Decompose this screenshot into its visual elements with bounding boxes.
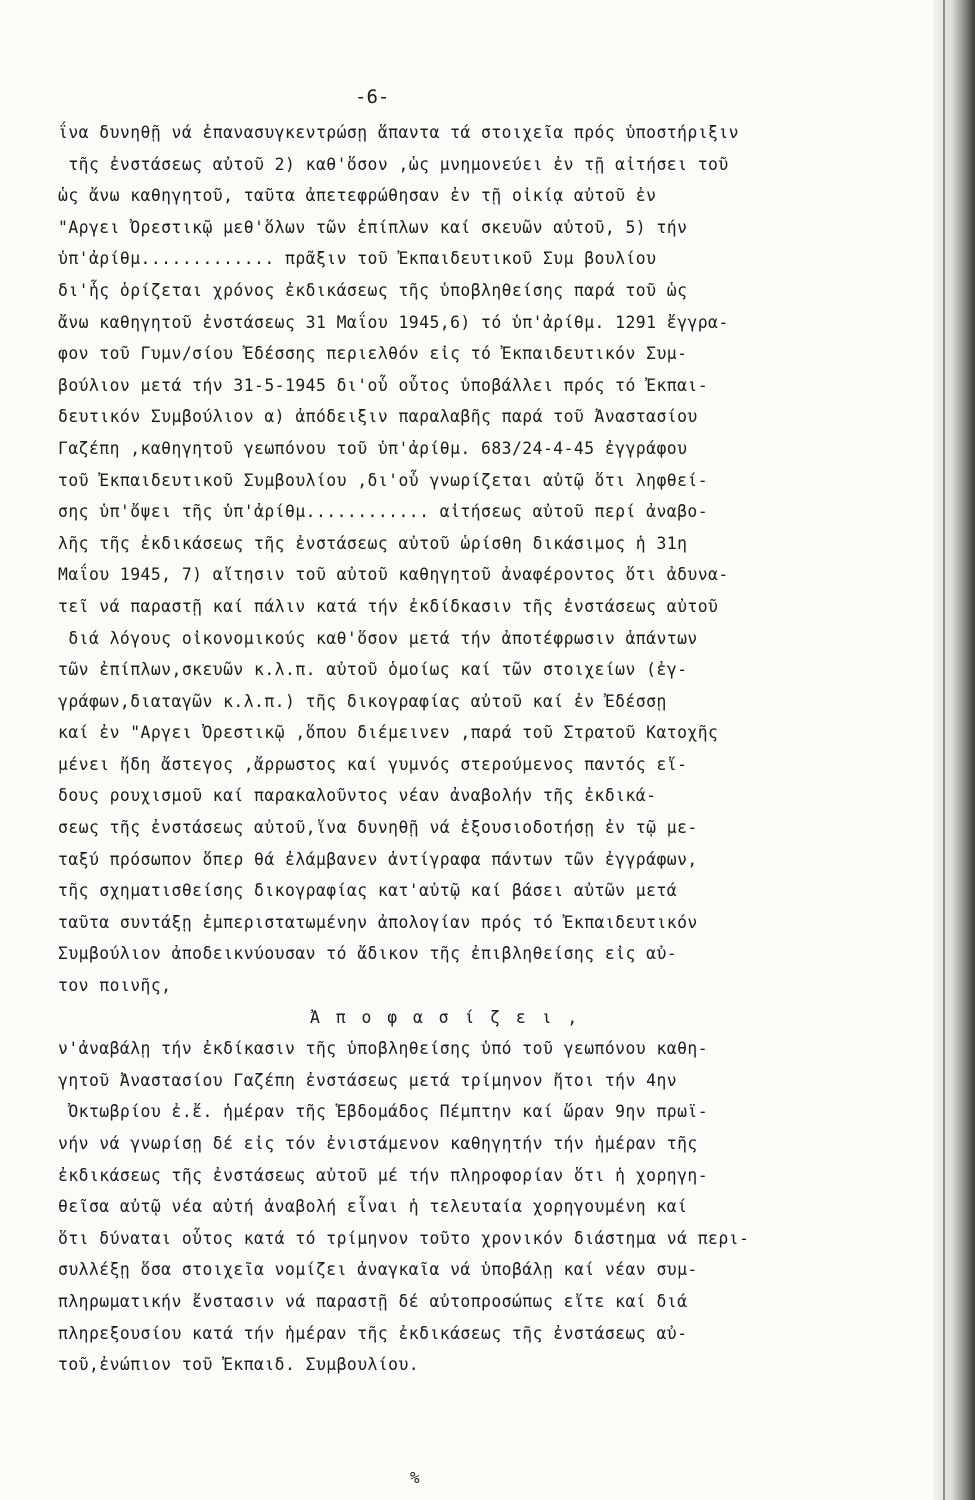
- text-line: "Αργει Ὀρεστικῷ μεθ'ὅλων τῶν ἐπίπλων καί σκευῶν αὐτοῦ, 5) τήν: [58, 217, 688, 237]
- text-line: ταξύ πρόσωπον ὅπερ θά ἐλάμβανεν ἀντίγραφα πάντων τῶν ἐγγράφων,: [58, 849, 698, 869]
- text-line: Μαΐου 1945, 7) αἴτησιν τοῦ αὐτοῦ καθηγητοῦ ἀναφέροντος ὅτι ἀδυνα-: [58, 565, 729, 585]
- text-line: πληρεξουσίου κατά τήν ἡμέραν τῆς ἐκδικάσεως τῆς ἐνστάσεως αὐ-: [58, 1323, 688, 1343]
- text-line: καί ἐν "Αργει Ὀρεστικῷ ,ὅπου διέμεινεν ,παρά τοῦ Στρατοῦ Κατοχῆς: [58, 723, 719, 743]
- text-line: τον ποινῆς,: [58, 976, 172, 996]
- text-line: ν'ἀναβάλῃ τήν ἐκδίκασιν τῆς ὑποβληθείσης ὑπό τοῦ γεωπόνου καθη-: [58, 1039, 709, 1059]
- text-line: τοῦ Ἐκπαιδευτικοῦ Συμβουλίου ,δι'οὗ γνωρίζεται αὐτῷ ὅτι ληφθεί-: [58, 470, 709, 490]
- text-line: σης ὑπ'ὄψει τῆς ὑπ'ἀρίθμ............ αἰτήσεως αὐτοῦ περί ἀναβο-: [58, 502, 709, 522]
- text-line: δι'ἧς ὁρίζεται χρόνος ἐκδικάσεως τῆς ὑποβληθείσης παρά τοῦ ὡς: [58, 280, 688, 300]
- text-line: ὑπ'ἀρίθμ............. πρᾶξιν τοῦ Ἐκπαιδευτικοῦ Συμ βουλίου: [58, 249, 657, 269]
- typed-text-body: [58, 117, 928, 1381]
- text-line: φον τοῦ Γυμν/σίου Ἐδέσσης περιελθόν εἰς τό Ἐκπαιδευτικόν Συμ-: [58, 344, 688, 364]
- text-line: ΐνα δυνηθῇ νά ἐπανασυγκεντρώσῃ ἅπαντα τά στοιχεῖα πρός ὑποστήριξιν: [58, 123, 739, 142]
- handwritten-mark: %: [410, 1468, 420, 1487]
- text-line: γράφων,διαταγῶν κ.λ.π.) τῆς δικογραφίας αὐτοῦ καί ἐν Ἐδέσσῃ: [58, 691, 667, 711]
- text-line: δευτικόν Συμβούλιον α) ἀπόδειξιν παραλαβῆς παρά τοῦ Ἀναστασίου: [58, 407, 698, 427]
- page-edge-shadow: [933, 0, 975, 1500]
- text-line: σεως τῆς ἐνστάσεως αὐτοῦ,ἵνα δυνηθῇ νά ἐξουσιοδοτήσῃ ἐν τῷ με-: [58, 818, 698, 838]
- text-line: συλλέξῃ ὅσα στοιχεῖα νομίζει ἀναγκαῖα νά ὑποβάλῃ καί νέαν συμ-: [58, 1260, 698, 1280]
- text-line: διά λόγους οἰκονομικούς καθ'ὅσον μετά τήν ἀποτέφρωσιν ἁπάντων: [58, 628, 698, 648]
- page-number: -6-: [355, 86, 390, 108]
- text-line: Ὀκτωβρίου ἐ.ἔ. ἡμέραν τῆς Ἑβδομάδος Πέμπτην καί ὥραν 9ην πρωϊ-: [58, 1102, 709, 1122]
- text-line: Γαζέπη ,καθηγητοῦ γεωπόνου τοῦ ὑπ'ἀρίθμ. 683/24-4-45 ἐγγράφου: [58, 438, 688, 458]
- text-line: τῆς ἐνστάσεως αὐτοῦ 2) καθ'ὅσον ,ὡς μνημονεύει ἐν τῇ αἰτήσει τοῦ: [58, 154, 729, 174]
- text-line: δους ρουχισμοῦ καί παρακαλοῦντος νέαν ἀναβολήν τῆς ἐκδικά-: [58, 786, 657, 806]
- text-line: νήν νά γνωρίσῃ δέ εἰς τόν ἐνιστάμενον καθηγητήν τήν ἡμέραν τῆς: [58, 1134, 698, 1153]
- decision-heading: Ἀ π ο φ α σ ί ζ ε ι ,: [310, 1007, 581, 1027]
- text-line: ταῦτα συντάξῃ ἐμπεριστατωμένην ἀπολογίαν πρός τό Ἐκπαιδευτικόν: [58, 912, 698, 932]
- text-line: λῆς τῆς ἐκδικάσεως τῆς ἐνστάσεως αὐτοῦ ὡρίσθη δικάσιμος ἡ 31η: [58, 533, 688, 553]
- text-line: πληρωματικήν ἔνστασιν νά παραστῇ δέ αὐτοπροσώπως εἴτε καί διά: [58, 1291, 688, 1311]
- text-line: ὡς ἄνω καθηγητοῦ, ταῦτα ἀπετεφρώθησαν ἐν τῇ οἰκίᾳ αὐτοῦ ἐν: [58, 186, 657, 206]
- text-line: Συμβούλιον ἀποδεικνύουσαν τό ἄδικον τῆς ἐπιβληθείσης εἰς αὐ-: [58, 944, 678, 964]
- text-line: ἐκδικάσεως τῆς ἐνστάσεως αὐτοῦ μέ τήν πληροφορίαν ὅτι ἡ χορηγη-: [58, 1165, 709, 1185]
- text-line: ὅτι δύναται οὗτος κατά τό τρίμηνον τοῦτο χρονικόν διάστημα νά περι-: [58, 1228, 750, 1248]
- text-line: τῶν ἐπίπλων,σκευῶν κ.λ.π. αὐτοῦ ὁμοίως καί τῶν στοιχείων (ἐγ-: [58, 660, 688, 680]
- text-line: τῆς σχηματισθείσης δικογραφίας κατ'αὐτῷ καί βάσει αὐτῶν μετά: [58, 881, 678, 901]
- binding-line: [943, 0, 945, 1500]
- text-line: τεῖ νά παραστῇ καί πάλιν κατά τήν ἐκδίδκασιν τῆς ἐνστάσεως αὐτοῦ: [58, 596, 719, 616]
- text-line: ἄνω καθηγητοῦ ἐνστάσεως 31 Μαΐου 1945,6) τό ὑπ'ἀρίθμ. 1291 ἔγγρα-: [58, 312, 729, 332]
- text-line: μένει ἤδη ἄστεγος ,ἄρρωστος καί γυμνός στερούμενος παντός εἴ-: [58, 754, 688, 774]
- text-line: γητοῦ Ἀναστασίου Γαζέπη ἐνστάσεως μετά τρίμηνον ἤτοι τήν 4ην: [58, 1070, 678, 1090]
- text-line: τοῦ,ἐνώπιον τοῦ Ἐκπαιδ. Συμβουλίου.: [58, 1355, 420, 1375]
- text-line: βούλιον μετά τήν 31-5-1945 δι'οὗ οὗτος ὑποβάλλει πρός τό Ἐκπαι-: [58, 375, 709, 395]
- text-line: θεῖσα αὐτῷ νέα αὐτή ἀναβολή εἶναι ἡ τελευταία χορηγουμένη καί: [58, 1197, 688, 1217]
